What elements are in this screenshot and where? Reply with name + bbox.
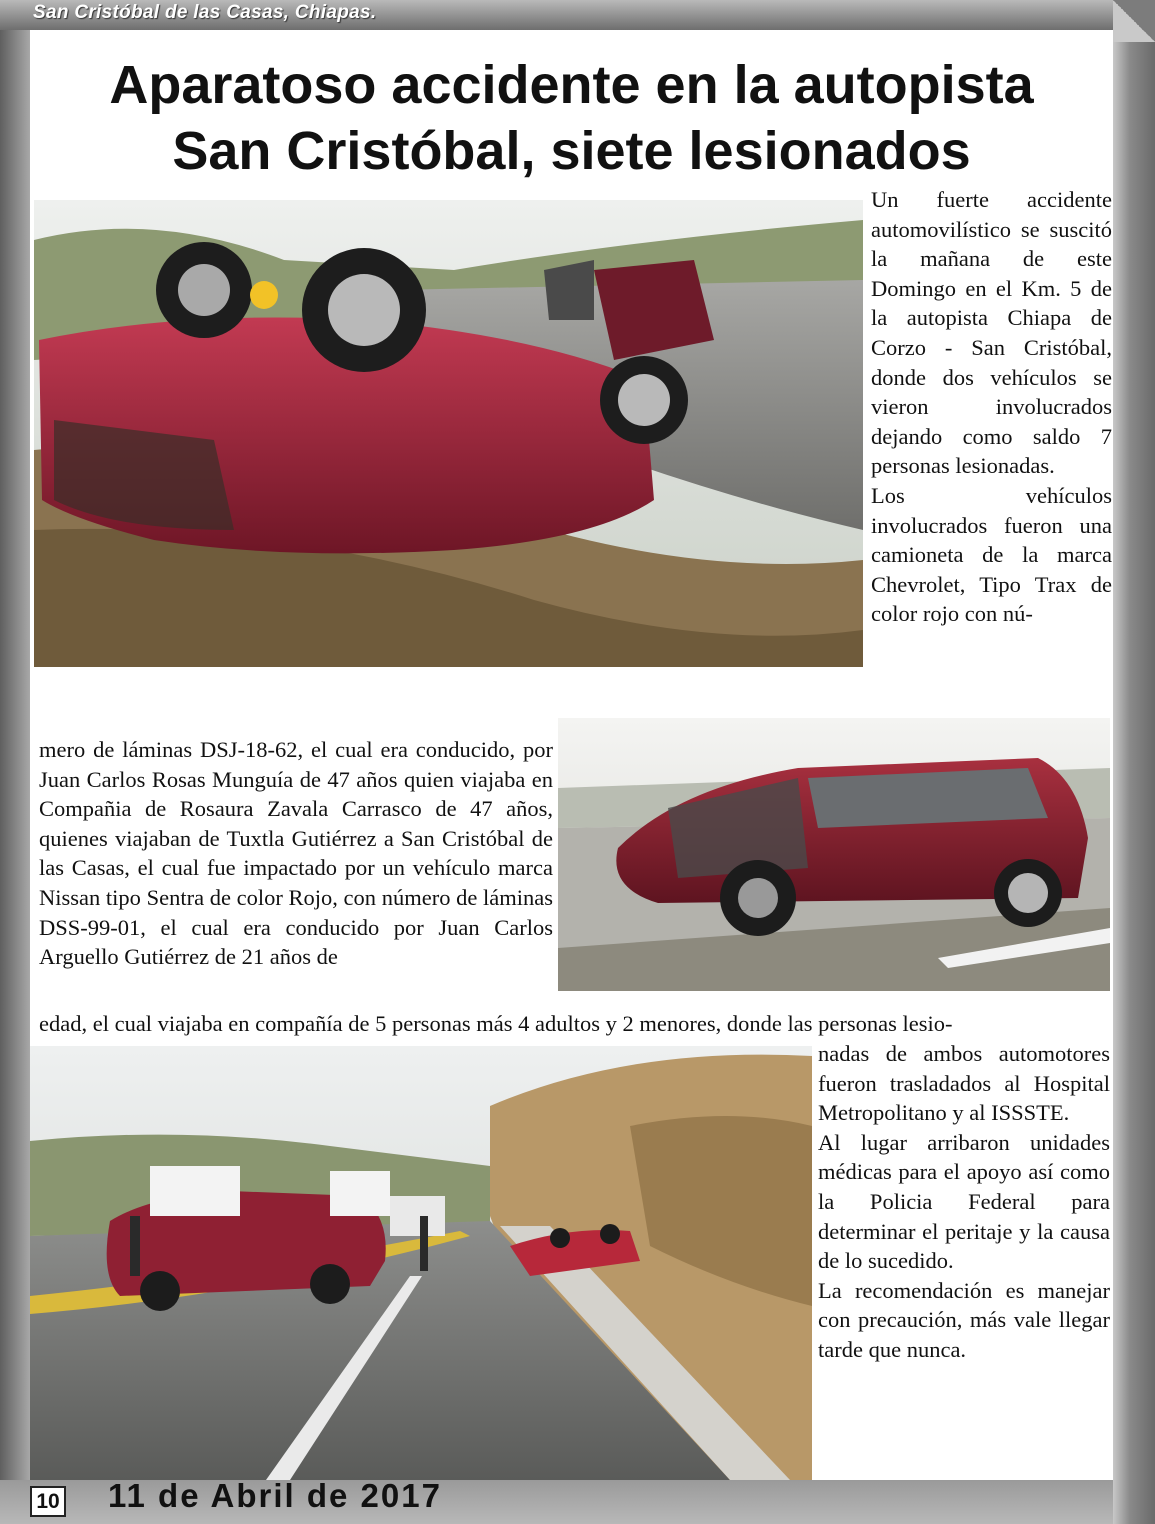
- photo-damaged-suv: [558, 718, 1110, 991]
- paragraph-4: edad, el cual viajaba en compañía de 5 personas más 4 adultos y 2 menores, donde las personas lesio-: [39, 1011, 953, 1036]
- paragraph-6: Al lugar arribaron unidades médicas para el apoyo así como la Policia Federal para determinar el peritaje y la causa de lo sucedido.: [818, 1129, 1110, 1274]
- paragraph-7: La recomendación es manejar con precaución, más vale llegar tarde que nunca.: [818, 1277, 1110, 1362]
- article-headline: [30, 52, 1113, 184]
- paragraph-2: Los vehículos involucrados fueron una camioneta de la marca Chevrolet, Tipo Trax de color rojo con nú-: [871, 482, 1112, 627]
- full-width-line: [39, 1009, 1110, 1039]
- frame-corner: [1113, 0, 1155, 42]
- frame-left-bevel: [0, 0, 30, 1524]
- headline-line-1: Aparatoso accidente en la autopista: [109, 55, 1034, 115]
- paragraph-5: nadas de ambos automotores fueron trasladados al Hospital Metropolitano y al ISSSTE.: [818, 1041, 1110, 1126]
- issue-date: 11 de Abril de 2017: [108, 1477, 442, 1514]
- photo-overturned-car: [34, 200, 863, 667]
- header-location: San Cristóbal de las Casas, Chiapas.: [33, 2, 377, 23]
- photo-accident-scene: [30, 1046, 812, 1480]
- column-middle-left: [39, 735, 553, 972]
- article-page: [30, 30, 1113, 1480]
- headline-line-2: San Cristóbal, siete lesionados: [172, 121, 971, 181]
- page-number: 10: [30, 1486, 66, 1517]
- paragraph-3: mero de láminas DSJ-18-62, el cual era conducido, por Juan Carlos Rosas Munguía de 47 años quien viajaba en Compañia de Rosaura Zavala Carrasco de 47 años, quienes viajaban de Tuxtla Gutiérrez a San Cristóbal de las Casas, el cual fue impactado por un vehículo marca Nissan tipo Sentra de color Rojo, con número de láminas DSS-99-01, el cual era conducido por Juan Carlos Arguello Gutiérrez de 21 años de: [39, 737, 553, 970]
- frame-right-bevel: [1113, 0, 1155, 1524]
- paragraph-1: Un fuerte accidente automovilístico se suscitó la mañana de este Domingo en el Km. 5 de la autopista Chiapa de Corzo - San Cristóbal, donde dos vehículos se vieron involucrados dejando como saldo 7 personas lesionadas.: [871, 187, 1112, 479]
- header-strip: [0, 0, 1113, 30]
- column-top-right: [871, 185, 1112, 629]
- column-bottom-right: [818, 1039, 1110, 1365]
